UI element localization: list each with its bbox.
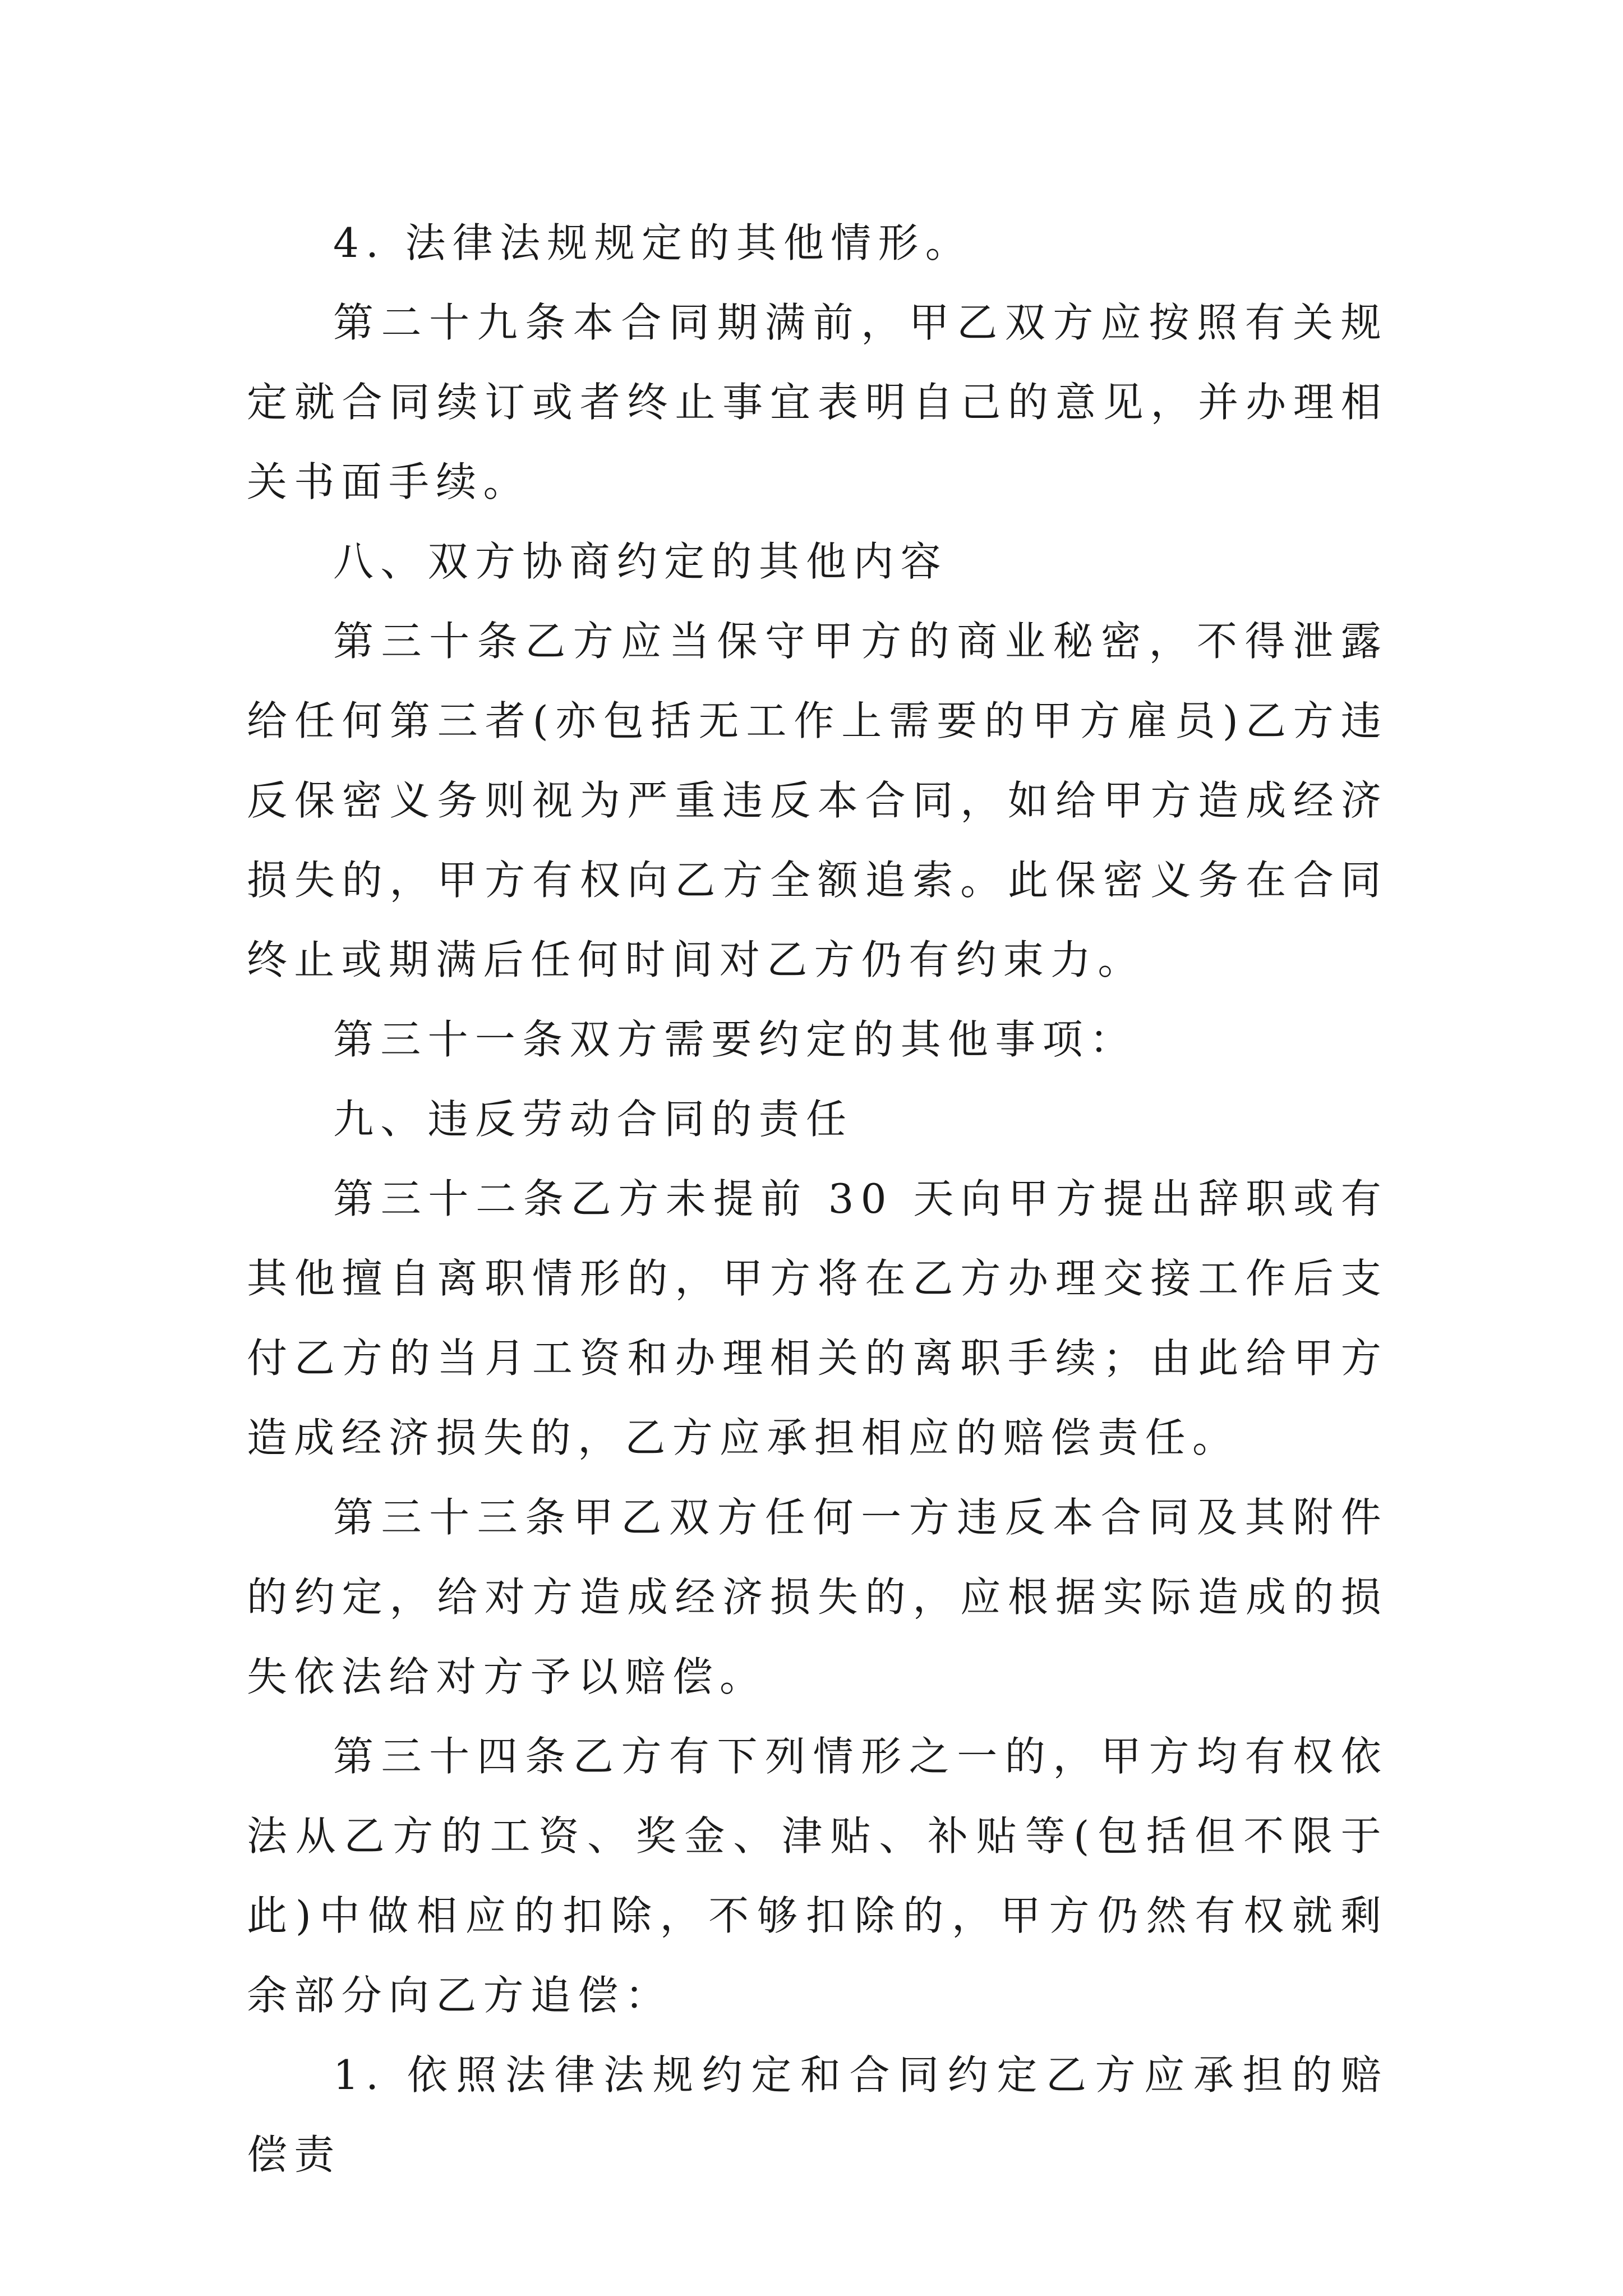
section-heading-9: 九、违反劳动合同的责任 — [333, 1096, 854, 1143]
paragraph-article-31: 第三十一条双方需要约定的其他事项： — [333, 1016, 1137, 1063]
paragraph-article-29: 第二十九条本合同期满前，甲乙双方应按照有关规定就合同续订或者终止事宜表明自己的意见，并办理相关书面手续。 — [247, 299, 1388, 505]
paragraph-item-1: 1. 依照法律法规约定和合同约定乙方应承担的赔偿责 — [247, 2051, 1388, 2178]
section-heading-8: 八、双方协商约定的其他内容 — [333, 538, 948, 585]
paragraph-item-4: 4. 法律法规规定的其他情形。 — [333, 219, 973, 266]
paragraph-article-33: 第三十三条甲乙双方任何一方违反本合同及其附件的约定，给对方造成经济损失的，应根据实际造成的损失依法给对方予以赔偿。 — [247, 1494, 1388, 1700]
paragraph-article-32: 第三十二条乙方未提前 30 天向甲方提出辞职或有其他擅自离职情形的，甲方将在乙方办理交接工作后支付乙方的当月工资和办理相关的离职手续；由此给甲方造成经济损失的，乙方应承担相应的赔偿责任。 — [247, 1175, 1388, 1461]
document-body — [247, 203, 1388, 2194]
paragraph-article-34: 第三十四条乙方有下列情形之一的，甲方均有权依法从乙方的工资、奖金、津贴、补贴等(包括但不限于此)中做相应的扣除，不够扣除的，甲方仍然有权就剩余部分向乙方追偿： — [247, 1733, 1388, 2019]
paragraph-article-30: 第三十条乙方应当保守甲方的商业秘密，不得泄露给任何第三者(亦包括无工作上需要的甲方雇员)乙方违反保密义务则视为严重违反本合同，如给甲方造成经济损失的，甲方有权向乙方全额追索。此保密义务在合同终止或期满后任何时间对乙方仍有约束力。 — [247, 618, 1388, 983]
